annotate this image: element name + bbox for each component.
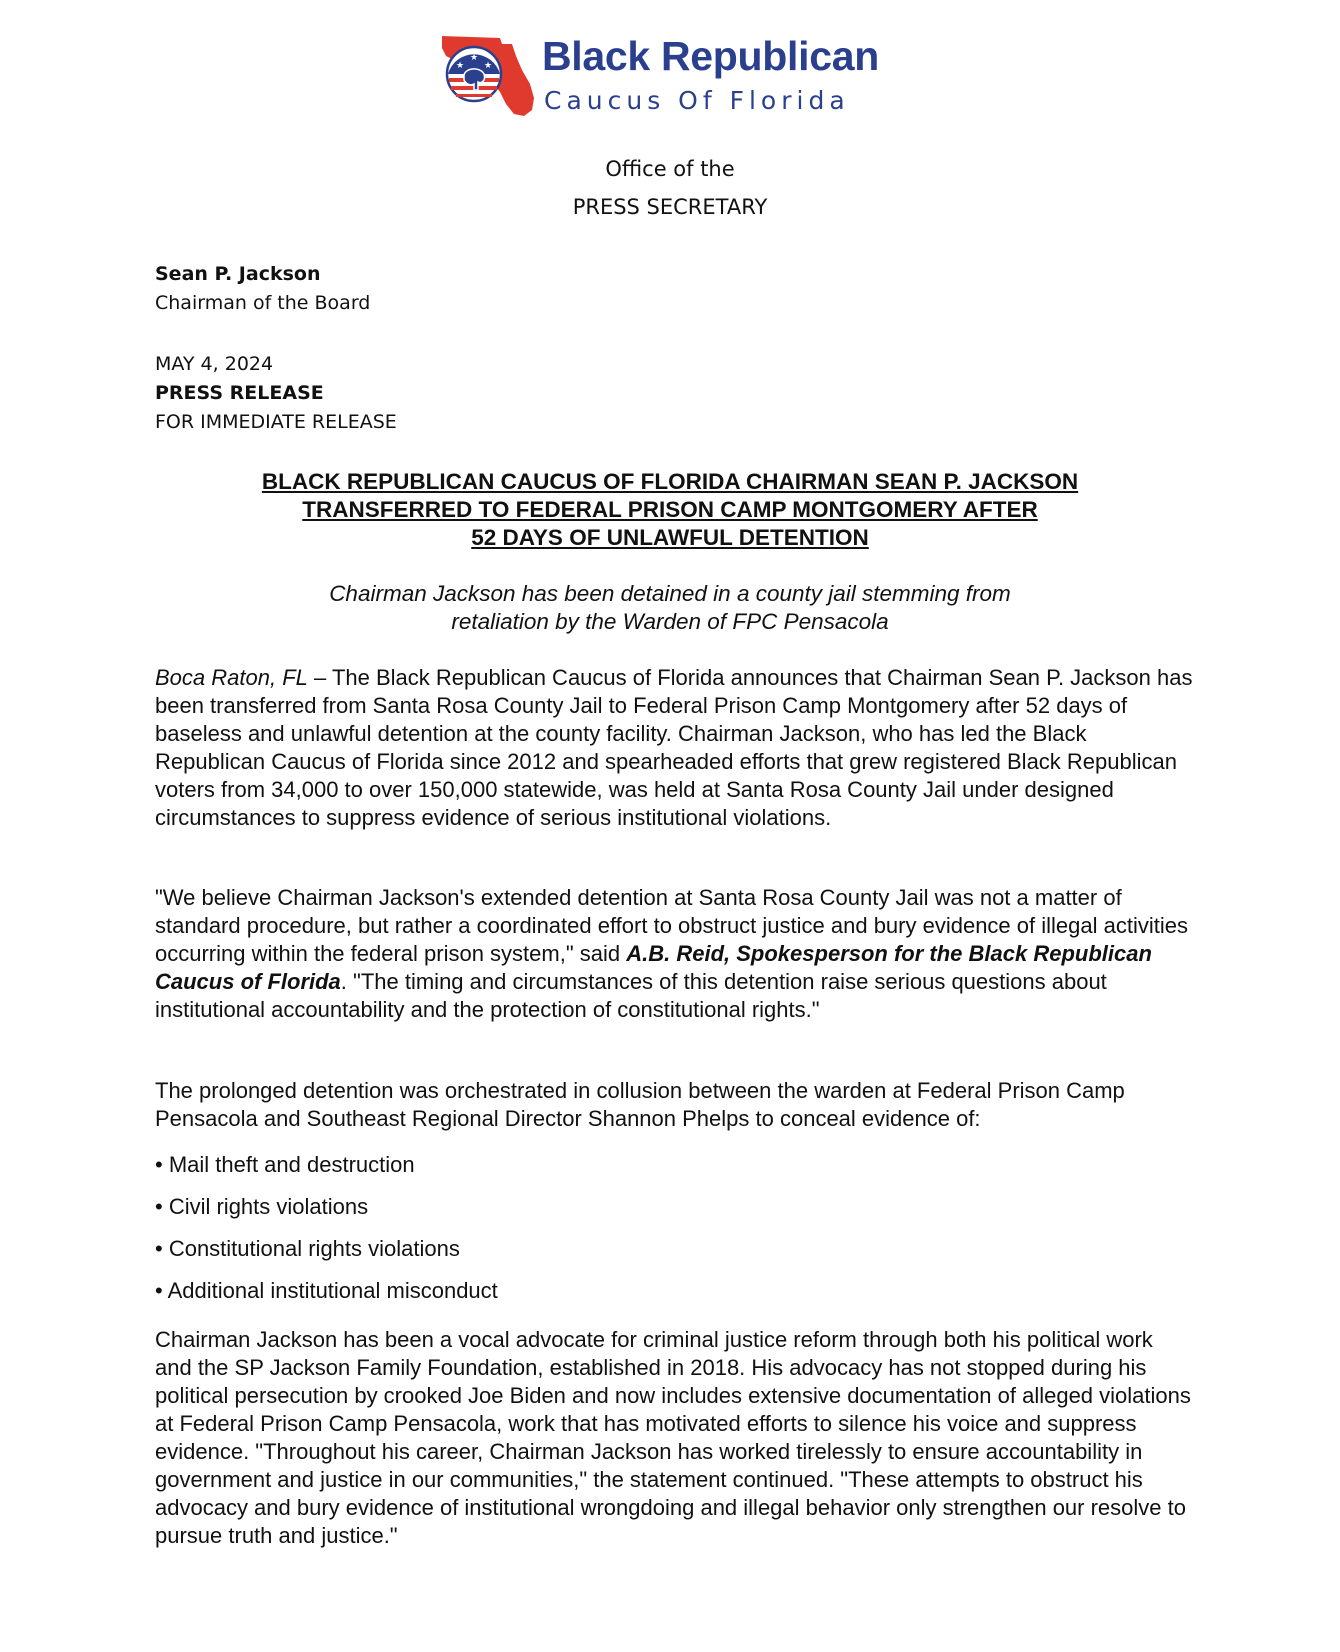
sender-title: Chairman of the Board [155, 292, 371, 314]
headline [150, 468, 1190, 552]
list-item: • Mail theft and destruction [155, 1152, 415, 1177]
office-heading [0, 150, 1340, 226]
headline-line-1: BLACK REPUBLICAN CAUCUS OF FLORIDA CHAIRMAN SEAN P. JACKSON [261, 469, 1079, 494]
paragraph-1-text: – The Black Republican Caucus of Florida announces that Chairman Sean P. Jackson has been transferred from Santa Rosa County Jail to Federal Prison Camp Montgomery after 52 days of baseless and unlawful detention at the county facility. Chairman Jackson, who has led the Black Republican Caucus of Florida since 2012 and spearheaded efforts that grew registered Black Republican voters from 34,000 to over 150,000 statewide, was held at Santa Rosa County Jail under designed circumstances to suppress evidence of serious institutional violations. [155, 665, 1193, 830]
paragraph-2 [155, 884, 1195, 1024]
paragraph-1 [155, 664, 1195, 832]
list-item: • Constitutional rights violations [155, 1236, 460, 1261]
florida-flag-elephant-logo-icon [440, 34, 540, 124]
office-line-1: Office of the [605, 157, 735, 181]
subheadline-line-1: Chairman Jackson has been detained in a county jail stemming from [329, 581, 1011, 606]
spokesperson: A.B. Reid, Spokesperson for the Black Republican Caucus of Florida [155, 941, 1152, 994]
quote-end: . "The timing and circumstances of this detention raise serious questions about institutional accountability and the protection of constitutional rights." [155, 969, 1107, 1022]
release-meta [155, 350, 397, 437]
svg-text:★: ★ [456, 61, 465, 71]
quote-start: "We believe Chairman Jackson's extended detention at Santa Rosa County Jail was not a matter of standard procedure, but rather a coordinated effort to obstruct justice and bury evidence of illegal activities occurring within the federal prison system," said [155, 885, 1188, 966]
svg-text:★: ★ [484, 61, 493, 71]
release-date: MAY 4, 2024 [155, 353, 274, 375]
sender-block [155, 260, 370, 318]
sender-name: Sean P. Jackson [155, 263, 321, 285]
subheadline-line-2: retaliation by the Warden of FPC Pensacola [451, 609, 889, 634]
logo-title: Black Republican [542, 33, 879, 79]
paragraph-3: The prolonged detention was orchestrated in collusion between the warden at Federal Prison Camp Pensacola and Southeast Regional Director Shannon Phelps to conceal evidence of: [155, 1078, 1125, 1131]
headline-line-2: TRANSFERRED TO FEDERAL PRISON CAMP MONTGOMERY AFTER [302, 497, 1038, 522]
list-item: • Additional institutional misconduct [155, 1278, 498, 1303]
organization-logo [440, 34, 900, 124]
list-item: • Civil rights violations [155, 1194, 369, 1219]
subheadline [150, 580, 1190, 636]
release-availability: FOR IMMEDIATE RELEASE [155, 411, 397, 433]
logo-subtitle: Caucus Of Florida [544, 86, 850, 115]
release-type: PRESS RELEASE [155, 382, 324, 404]
office-line-2: PRESS SECRETARY [572, 195, 768, 219]
headline-line-3: 52 DAYS OF UNLAWFUL DETENTION [471, 525, 869, 550]
violation-list [155, 1144, 1195, 1312]
paragraph-4: Chairman Jackson has been a vocal advocate for criminal justice reform through both his political work and the SP Jackson Family Foundation, established in 2018. His advocacy has not stopped during his political persecution by crooked Joe Biden and now includes extensive documentation of alleged violations at Federal Prison Camp Pensacola, work that has motivated efforts to silence his voice and suppress evidence. "Throughout his career, Chairman Jackson has worked tirelessly to ensure accountability in government and justice in our communities," the statement continued. "These attempts to obstruct his advocacy and bury evidence of institutional wrongdoing and illegal behavior only strengthen our resolve to pursue truth and justice." [155, 1327, 1191, 1548]
svg-text:★: ★ [470, 53, 479, 63]
dateline: Boca Raton, FL [155, 665, 308, 690]
